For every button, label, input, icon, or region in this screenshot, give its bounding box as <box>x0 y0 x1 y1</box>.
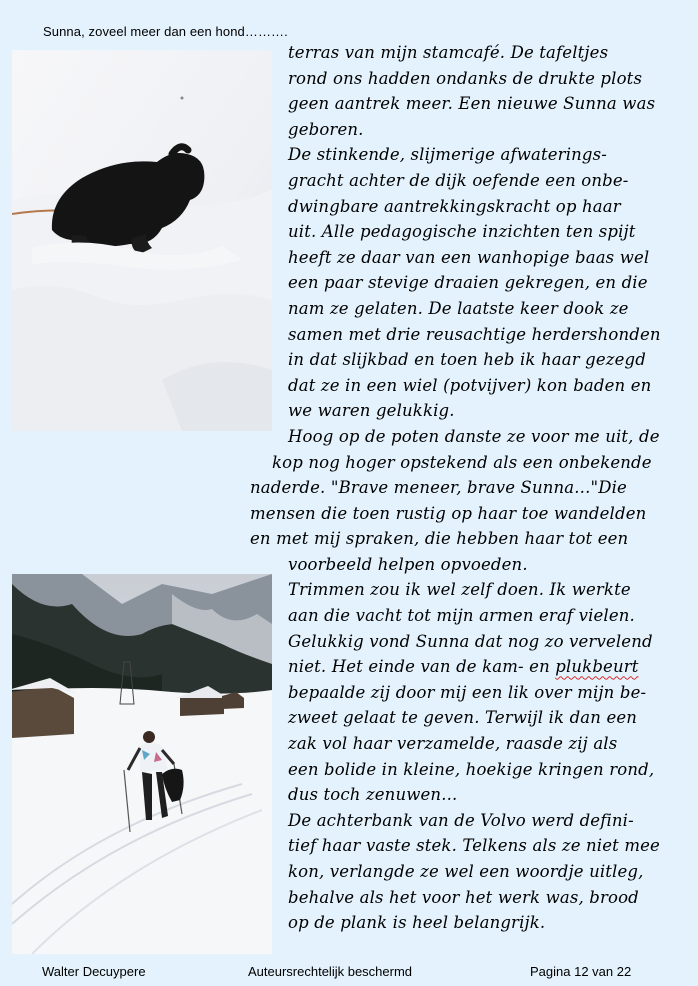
dog-in-snow-photo <box>12 50 272 431</box>
story-line: rond ons hadden ondanks de drukte plots <box>288 68 643 88</box>
story-line: een paar stevige draaien gekregen, en die <box>288 273 648 293</box>
story-line: mensen die toen rustig op haar toe wandelden <box>250 503 647 523</box>
story-line: behalve als het voor het werk was, brood <box>288 887 639 907</box>
spellcheck-word: plukbeurt <box>555 657 639 677</box>
story-line: in dat slijkbad en toen heb ik haar gezegd <box>288 350 646 370</box>
story-line: gracht achter de dijk oefende een onbe- <box>288 170 629 190</box>
story-line: bepaalde zij door mij een lik over mijn be- <box>288 682 647 702</box>
story-line: terras van mijn stamcafé. De tafeltjes <box>288 43 609 62</box>
story-line: voorbeeld helpen opvoeden. <box>288 554 528 574</box>
story-line: een bolide in kleine, hoekige kringen rond, <box>288 759 655 779</box>
footer-page-number: Pagina 12 van 22 <box>530 964 632 979</box>
story-line: De achterbank van de Volvo werd defini- <box>288 810 634 830</box>
story-line: dat ze in een wiel (potvijver) kon baden en <box>288 375 652 395</box>
story-line: zweet gelaat te geven. Terwijl ik dan een <box>288 708 638 728</box>
story-line <box>250 654 698 680</box>
story-line: op de plank is heel belangrijk. <box>288 913 546 933</box>
story-line: dus toch zenuwen... <box>288 785 458 805</box>
story-line: nam ze gelaten. De laatste keer dook ze <box>288 298 629 318</box>
story-line-text: niet. Het einde van de kam- en <box>288 657 556 677</box>
story-line: naderde. "Brave meneer, brave Sunna..."Die <box>250 478 627 498</box>
story-line: we waren gelukkig. <box>288 401 455 421</box>
footer-copyright: Auteursrechtelijk beschermd <box>248 964 413 979</box>
story-line: Gelukkig vond Sunna dat nog zo vervelend <box>288 631 653 651</box>
story-line: uit. Alle pedagogische inzichten ten spijt <box>288 222 636 242</box>
story-line: aan die vacht tot mijn armen eraf vielen. <box>288 606 635 626</box>
story-line: Hoog op de poten danste ze voor me uit, de <box>288 426 660 446</box>
story-line: geboren. <box>288 119 364 139</box>
page-header: Sunna, zoveel meer dan een hond………. <box>43 24 288 39</box>
story-line: heeft ze daar van een wanhopige baas wel <box>288 247 650 267</box>
story-line: zak vol haar verzamelde, raasde zij als <box>288 734 618 754</box>
story-line: en met mij spraken, die hebben haar tot een <box>250 529 629 549</box>
story-line: geen aantrek meer. Een nieuwe Sunna was <box>288 94 656 114</box>
footer-author: Walter Decuypere <box>42 964 146 979</box>
story-body <box>250 40 698 936</box>
story-line: kon, verlangde ze wel een woordje uitleg, <box>288 862 644 881</box>
story-line: kop nog hoger opstekend als een onbekende <box>272 452 652 472</box>
story-line: Trimmen zou ik wel zelf doen. Ik werkte <box>288 580 631 600</box>
story-line: dwingbare aantrekkingskracht op haar <box>288 196 621 216</box>
story-line: samen met drie reusachtige herdershonden <box>288 324 661 344</box>
skier-with-dog-photo <box>12 574 272 954</box>
story-line: De stinkende, slijmerige afwaterings- <box>288 145 607 165</box>
story-line: tief haar vaste stek. Telkens als ze niet mee <box>288 836 660 856</box>
